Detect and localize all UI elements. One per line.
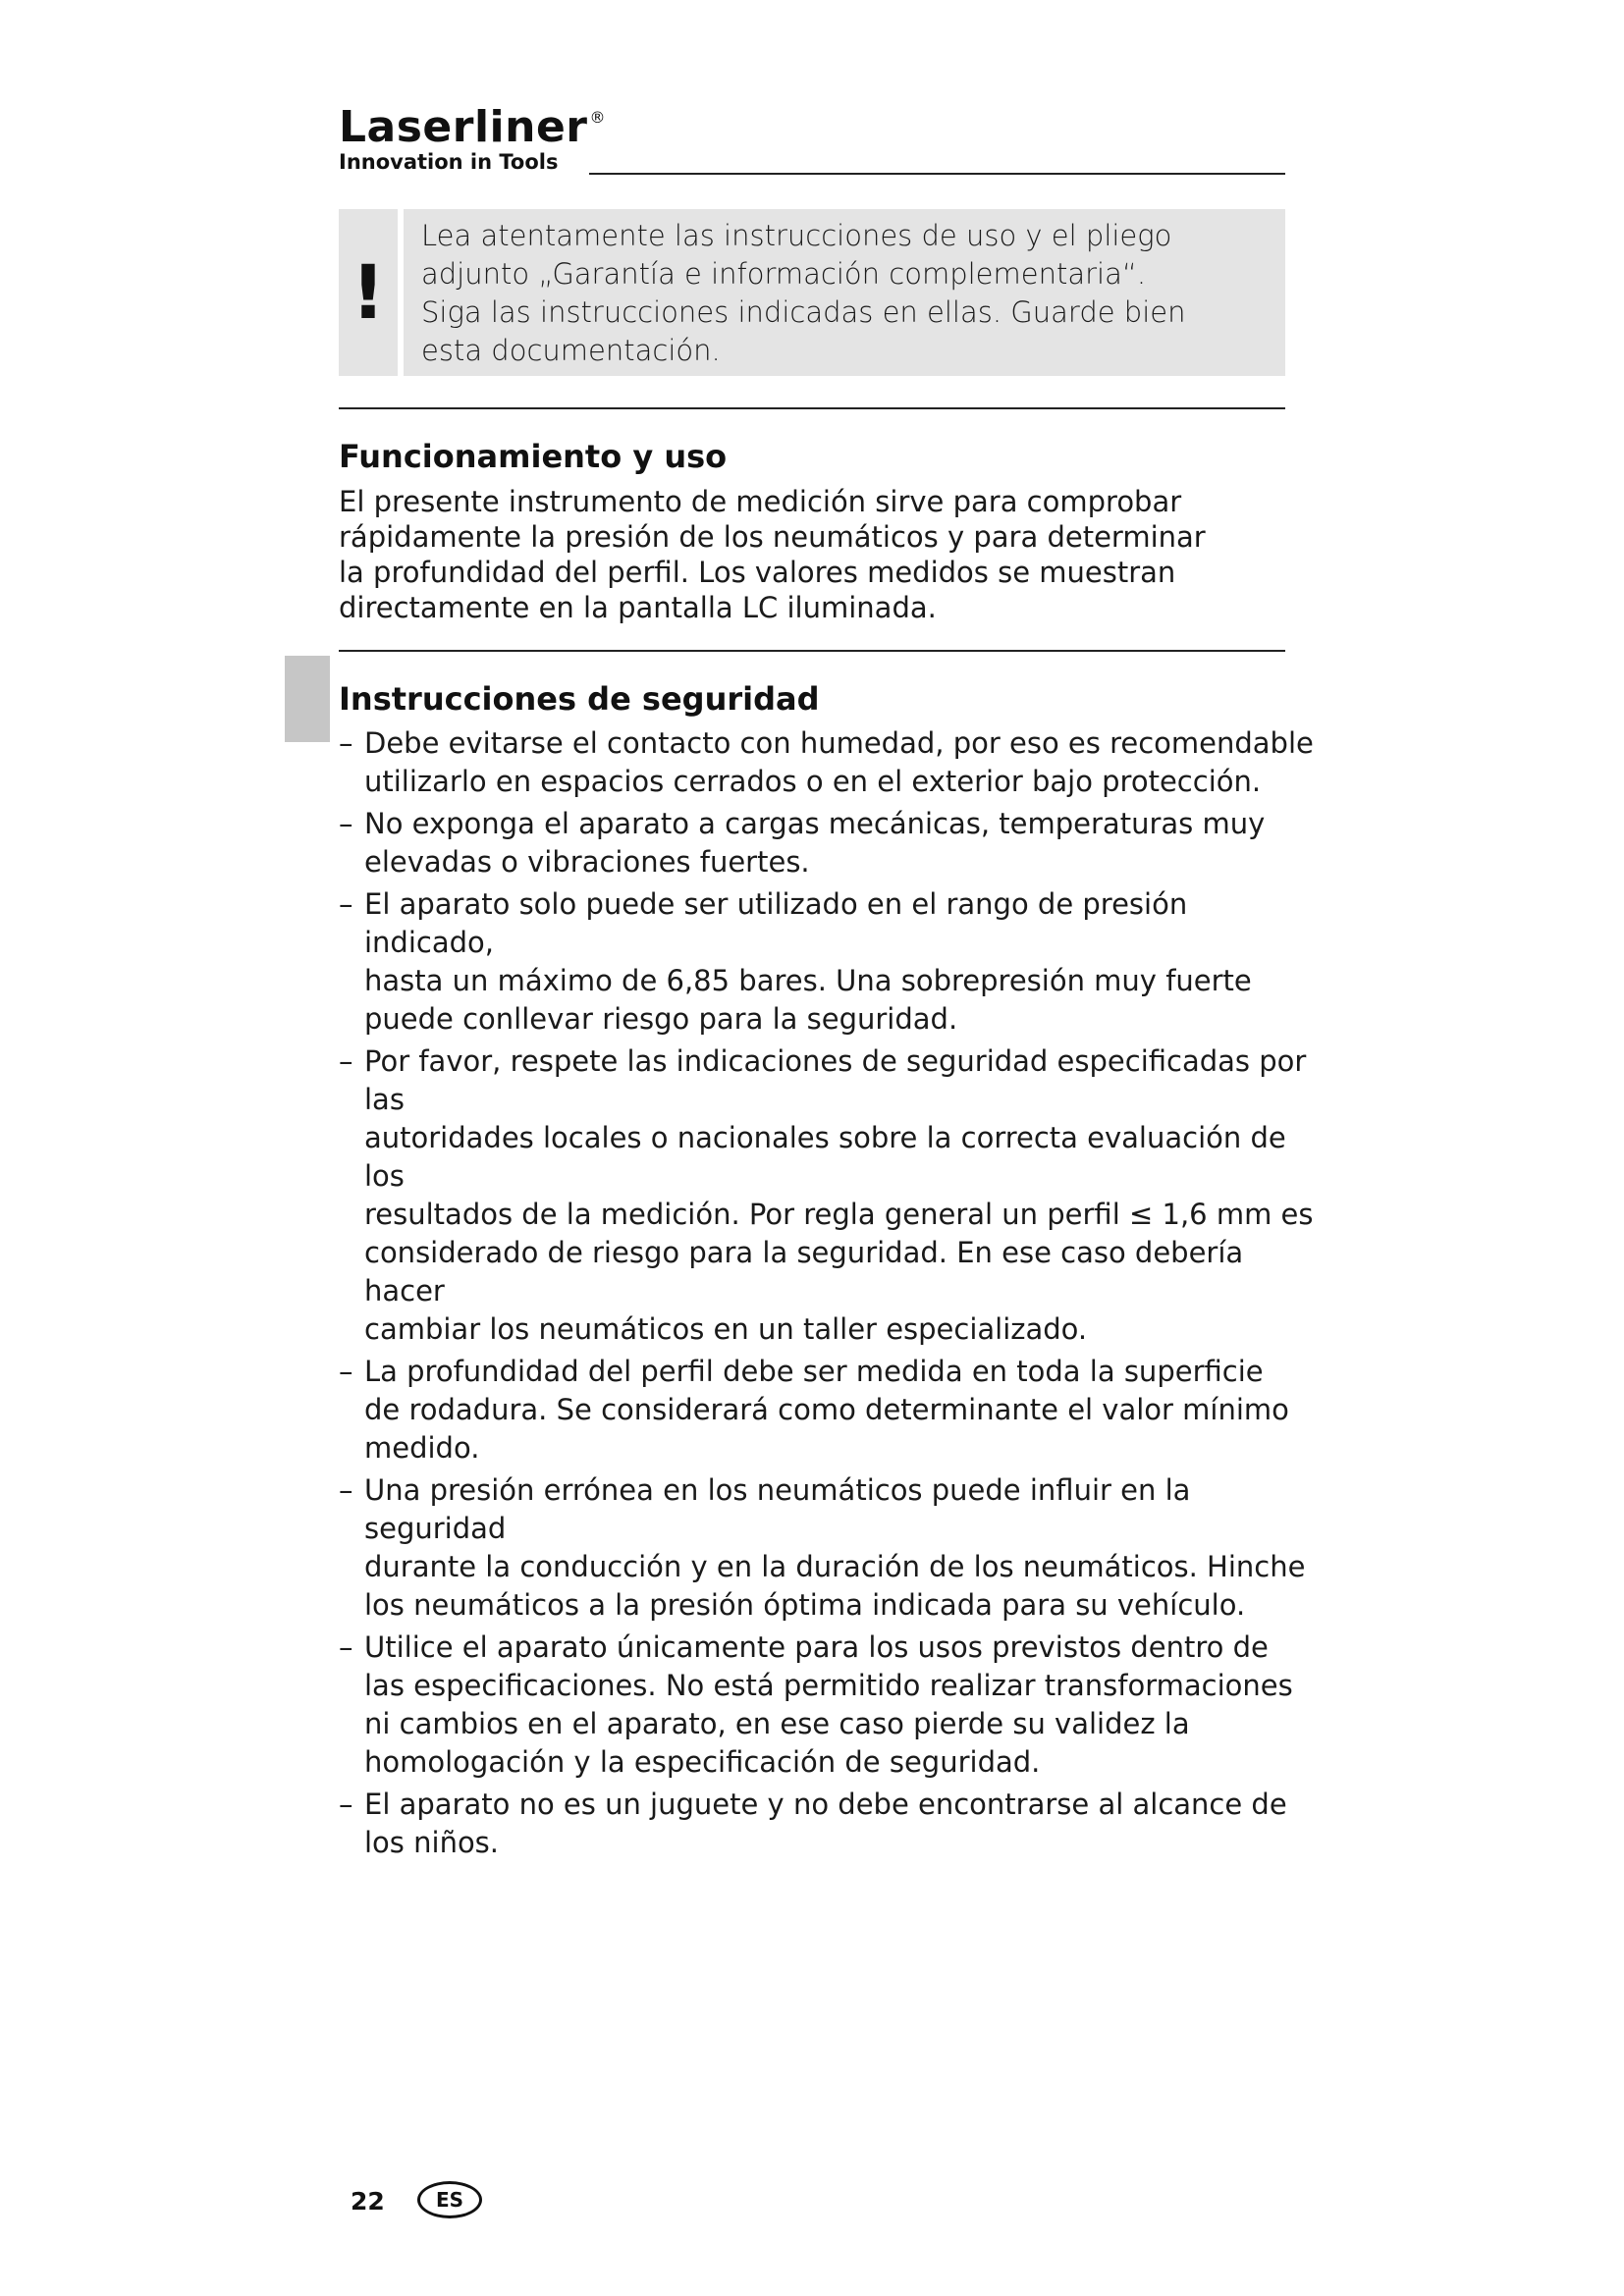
brand-logo [339, 102, 606, 152]
safety-item [339, 1629, 1321, 1782]
dash-bullet: – [339, 1355, 353, 1388]
safety-item-line: ni cambios en el aparato, en ese caso pierde su validez la [364, 1707, 1190, 1740]
safety-item [339, 1786, 1321, 1862]
function-line: la profundidad del perfil. Los valores medidos se muestran [339, 556, 1176, 589]
brand-name: Laserliner [339, 102, 588, 152]
safety-item-line: Debe evitarse el contacto con humedad, por eso es recomendable [364, 726, 1314, 760]
safety-item-line: durante la conducción y en la duración de los neumáticos. Hinche [364, 1550, 1306, 1583]
safety-item-line: Por favor, respete las indicaciones de seguridad especificadas por las [364, 1044, 1307, 1116]
warning-line: adjunto „Garantía e información complementaria“. [421, 257, 1147, 291]
safety-item-line: El aparato no es un juguete y no debe encontrarse al alcance de [364, 1788, 1287, 1821]
dash-bullet: – [339, 726, 353, 760]
safety-item-line: No exponga el aparato a cargas mecánicas, temperaturas muy [364, 807, 1266, 840]
warning-line: Siga las instrucciones indicadas en ellas. Guarde bien [421, 295, 1186, 329]
function-line: El presente instrumento de medición sirve para comprobar [339, 485, 1182, 518]
section-divider [339, 650, 1285, 652]
page-number: 22 [351, 2187, 385, 2216]
dash-bullet: – [339, 887, 353, 921]
dash-bullet: – [339, 1473, 353, 1507]
chapter-side-tab [285, 656, 330, 742]
safety-item-line: El aparato solo puede ser utilizado en el rango de presión indicado, [364, 887, 1188, 959]
safety-item-line: Utilice el aparato únicamente para los usos previstos dentro de [364, 1630, 1269, 1664]
safety-item-line: utilizarlo en espacios cerrados o en el exterior bajo protección. [364, 765, 1262, 798]
function-paragraph [339, 484, 1285, 625]
registered-mark: ® [589, 108, 606, 127]
function-line: directamente en la pantalla LC iluminada. [339, 591, 937, 624]
safety-item-line: homologación y la especificación de seguridad. [364, 1745, 1041, 1779]
language-badge: ES [417, 2181, 482, 2218]
brand-tagline: Innovation in Tools [339, 150, 559, 174]
dash-bullet: – [339, 1788, 353, 1821]
dash-bullet: – [339, 1044, 353, 1078]
safety-item-line: elevadas o vibraciones fuertes. [364, 845, 810, 879]
function-heading: Funcionamiento y uso [339, 438, 728, 475]
safety-item-line: medido. [364, 1431, 480, 1465]
safety-list [339, 724, 1321, 1866]
safety-heading: Instrucciones de seguridad [339, 680, 820, 718]
safety-item [339, 1353, 1321, 1468]
safety-item-line: los neumáticos a la presión óptima indicada para su vehículo. [364, 1588, 1246, 1622]
safety-item-line: La profundidad del perfil debe ser medida en toda la superficie [364, 1355, 1264, 1388]
function-line: rápidamente la presión de los neumáticos y para determinar [339, 520, 1206, 554]
safety-item [339, 805, 1321, 881]
warning-line: esta documentación. [421, 334, 721, 367]
section-divider [339, 407, 1285, 409]
warning-line: Lea atentamente las instrucciones de uso y el pliego [421, 219, 1172, 252]
safety-item [339, 724, 1321, 801]
safety-item-line: autoridades locales o nacionales sobre la correcta evaluación de los [364, 1121, 1286, 1193]
safety-item [339, 1471, 1321, 1625]
safety-item-line: las especificaciones. No está permitido realizar transformaciones [364, 1669, 1293, 1702]
dash-bullet: – [339, 807, 353, 840]
header-divider [589, 173, 1285, 175]
warning-marker [339, 209, 398, 376]
safety-item-line: Una presión errónea en los neumáticos puede influir en la seguridad [364, 1473, 1191, 1545]
safety-item [339, 885, 1321, 1039]
safety-item-line: puede conllevar riesgo para la seguridad. [364, 1002, 958, 1036]
safety-item-line: hasta un máximo de 6,85 bares. Una sobrepresión muy fuerte [364, 964, 1252, 997]
warning-notice [404, 209, 1285, 376]
exclamation-icon: ! [351, 248, 386, 336]
safety-item [339, 1042, 1321, 1349]
safety-item-line: los niños. [364, 1826, 500, 1859]
dash-bullet: – [339, 1630, 353, 1664]
safety-item-line: cambiar los neumáticos en un taller especializado. [364, 1312, 1088, 1346]
safety-item-line: resultados de la medición. Por regla general un perfil ≤ 1,6 mm es [364, 1198, 1314, 1231]
safety-item-line: de rodadura. Se considerará como determinante el valor mínimo [364, 1393, 1289, 1426]
safety-item-line: considerado de riesgo para la seguridad. En ese caso debería hacer [364, 1236, 1244, 1308]
